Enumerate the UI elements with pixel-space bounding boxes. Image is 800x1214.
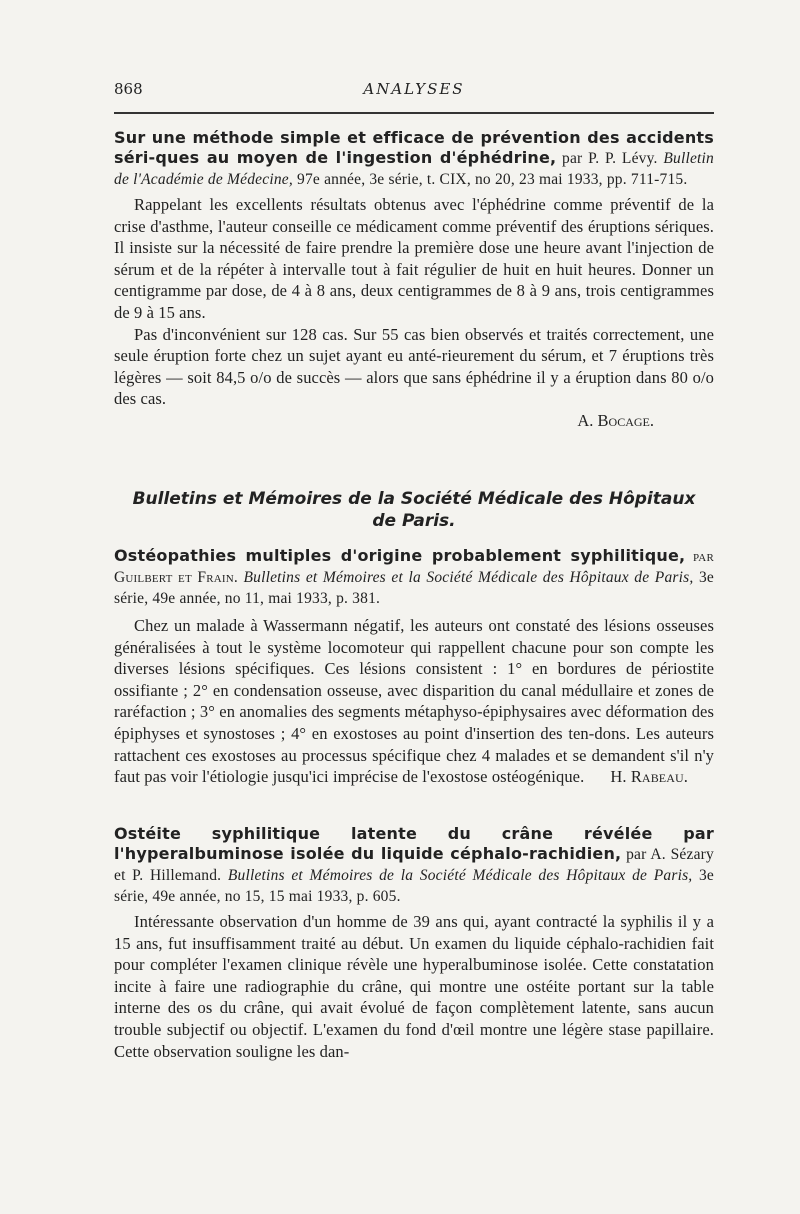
article-osteite: [114, 824, 714, 1062]
paragraph-text: Chez un malade à Wassermann négatif, les auteurs ont constaté des lésions osseuses généralisées à tout le système locomoteur qui rappellent chacune pour son compte les diverses lésions spécifiques. Ces lésions consistent : 1° en bordures de périostite ossifiante ; 2° en condensation osseuse, avec disparition du canal médullaire et zones de raréfaction ; 3° en anomalies des segments métaphyso-épiphysaires avec déformation des épiphyses et synostoses ; 4° en exostoses au point d'insertion des ten-dons. Les auteurs rattachent ces exostoses au processus spécifique chez 4 malades et se demandent s'il n'y faut pas voir l'étiologie jusqu'ici imprécise de l'exostose ostéogénique.: [114, 616, 714, 787]
reference-details: 97e année, 3e série, t. CIX, no 20, 23 mai 1933, pp. 711-715.: [292, 171, 688, 188]
paragraph: Rappelant les excellents résultats obtenus avec l'éphédrine comme préventif de la crise d'asthme, l'auteur conseille ce médicament comme préventif des éruptions sériques. Il insiste sur la nécessité de faire prendre la première dose une heure avant l'injection de sérum et de la répéter à intervalle tout à fait régulier de huit en huit heures. Donner un centigramme par dose, de 4 à 8 ans, deux centigrammes de 8 à 9 ans, trois centigrammes de 9 à 15 ans.: [114, 195, 714, 322]
journal-reference: Bulletins et Mémoires et la Société Médicale des Hôpitaux de Paris,: [237, 569, 694, 586]
article-title-text: Ostéite syphilitique latente du crâne révélée par l'hyperalbuminose isolée du liquide céphalo-rachidien,: [114, 824, 714, 863]
section-label: ANALYSES: [363, 80, 465, 98]
article-byline: par P. P. Lévy.: [556, 150, 658, 167]
paragraph: [114, 615, 714, 788]
article-ephedrine: [114, 128, 714, 431]
article-body: [114, 615, 714, 788]
article-title: [114, 546, 714, 609]
article-byline: par A. Sézary et P. Hillemand.: [114, 846, 714, 884]
author-signature: A. Bocage.: [577, 410, 654, 430]
journal-reference: Bulletins et Mémoires de la Société Médicale des Hôpitaux de Paris,: [221, 867, 693, 884]
section-heading-line: Bulletins et Mémoires de la Société Médicale des Hôpitaux: [132, 489, 696, 509]
header-rule: [114, 112, 714, 114]
reference-details: 3e série, 49e année, no 11, mai 1933, p. 381.: [114, 569, 714, 607]
author-signature: H. Rabeau.: [610, 767, 688, 787]
article-osteopathies: [114, 546, 714, 788]
running-head: [114, 80, 714, 104]
article-title-text: Sur une méthode simple et efficace de prévention des accidents séri-ques au moyen de l'ingestion d'éphédrine,: [114, 128, 714, 167]
article-title-text: Ostéopathies multiples d'origine probablement syphilitique,: [114, 546, 686, 565]
article-body: [114, 194, 714, 410]
article-title: [114, 824, 714, 907]
article-body: [114, 911, 714, 1062]
paragraph: Intéressante observation d'un homme de 39 ans qui, ayant contracté la syphilis il y a 15 ans, fut insuffisamment traité au début. Un examen du liquide céphalo-rachidien fait pour compléter l'examen clinique révèle une hyperalbuminose isolée. Cette constatation incite à faire une radiographie du crâne, qui montre une ostéite portant sur la table interne des os du crâne, qui avait évolué de façon complètement latente, sans aucun trouble subjectif ou objectif. L'examen du fond d'œil montre une légère stase papillaire. Cette observation souligne les dan-: [114, 912, 714, 1061]
article-title: [114, 128, 714, 190]
section-heading-line: de Paris.: [372, 511, 456, 531]
article-byline: par Guilbert et Frain.: [114, 548, 714, 586]
page-number: 868: [114, 80, 143, 98]
paragraph: Pas d'inconvénient sur 128 cas. Sur 55 cas bien observés et traités correctement, une seule éruption forte chez un sujet ayant eu anté-rieurement du sérum, et 7 éruptions très légères — soit 84,5 o/o de succès — alors que sans éphédrine il y a éruption dans 80 o/o des cas.: [114, 324, 714, 409]
section-heading: [114, 488, 714, 532]
journal-reference: Bulletin de l'Académie de Médecine,: [114, 150, 715, 188]
reference-details: 3e série, 49e année, no 15, 15 mai 1933, p. 605.: [114, 867, 715, 905]
